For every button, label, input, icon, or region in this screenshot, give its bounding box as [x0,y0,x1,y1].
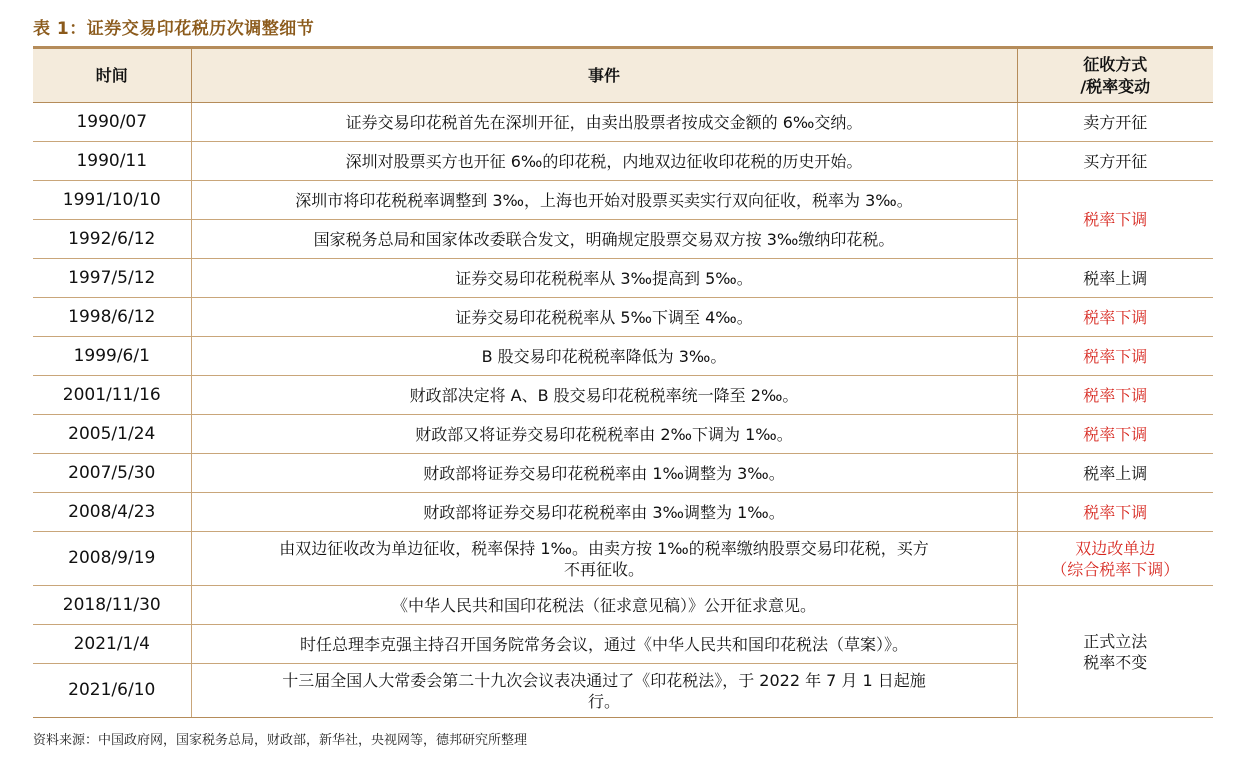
event-line1: 由双边征收改为单边征收，税率保持 1‰。由卖方按 1‰的税率缴纳股票交易印花税，买方 [279,538,929,558]
event-cell: 证券交易印花税首先在深圳开征，由卖出股票者按成交金额的 6‰交纳。 [191,103,1017,142]
event-cell: 财政部将证券交易印花税税率由 1‰调整为 3‰。 [191,454,1017,493]
table-row [33,337,1213,376]
method-cell: 税率上调 [1017,259,1213,298]
time-cell: 1997/5/12 [33,259,191,298]
method-line1: 正式立法 [1083,631,1148,651]
event-line2: 行。 [587,691,620,711]
method-cell: 买方开征 [1017,142,1213,181]
table-row [33,415,1213,454]
event-cell [191,532,1017,586]
table-row [33,298,1213,337]
table-row [33,376,1213,415]
header-method [1017,48,1213,103]
time-cell: 2008/9/19 [33,532,191,586]
time-cell: 1999/6/1 [33,337,191,376]
method-line2: （综合税率下调） [1051,559,1180,579]
event-cell: 财政部将证券交易印花税税率由 3‰调整为 1‰。 [191,493,1017,532]
time-cell: 1998/6/12 [33,298,191,337]
time-cell: 2007/5/30 [33,454,191,493]
method-cell [1017,586,1213,718]
event-cell: 深圳市将印花税税率调整到 3‰，上海也开始对股票买卖实行双向征收，税率为 3‰。 [191,181,1017,220]
event-cell: 《中华人民共和国印花税法（征求意见稿）》公开征求意见。 [191,586,1017,625]
event-line1: 十三届全国人大常委会第二十九次会议表决通过了《印花税法》，于 2022 年 7 月 1 日起施 [282,670,926,690]
stamp-tax-table [33,46,1213,718]
method-cell [1017,532,1213,586]
time-cell: 1991/10/10 [33,181,191,220]
event-cell: 财政部决定将 A、B 股交易印花税税率统一降至 2‰。 [191,376,1017,415]
table-row [33,454,1213,493]
method-line1: 双边改单边 [1075,538,1156,558]
header-event: 事件 [191,48,1017,103]
method-cell: 税率上调 [1017,454,1213,493]
method-cell: 卖方开征 [1017,103,1213,142]
time-cell: 2021/6/10 [33,664,191,718]
event-cell [191,664,1017,718]
table-title: 表 1：证券交易印花税历次调整细节 [33,19,315,39]
time-cell: 1990/11 [33,142,191,181]
method-cell: 税率下调 [1017,298,1213,337]
table-row [33,259,1213,298]
method-cell: 税率下调 [1017,376,1213,415]
event-cell: 证券交易印花税税率从 3‰提高到 5‰。 [191,259,1017,298]
header-method-line1: 征收方式 [1083,54,1148,74]
event-cell: 证券交易印花税税率从 5‰下调至 4‰。 [191,298,1017,337]
source-note: 资料来源：中国政府网，国家税务总局，财政部，新华社，央视网等，德邦研究所整理 [33,733,528,748]
time-cell: 2021/1/4 [33,625,191,664]
method-line2: 税率不变 [1083,652,1148,672]
table-row [33,586,1213,625]
time-cell: 2005/1/24 [33,415,191,454]
header-method-line2: /税率变动 [1080,76,1151,96]
time-cell: 1990/07 [33,103,191,142]
table-row [33,181,1213,220]
time-cell: 2008/4/23 [33,493,191,532]
event-line2: 不再征收。 [563,559,644,579]
header-time: 时间 [33,48,191,103]
event-cell: 财政部又将证券交易印花税税率由 2‰下调为 1‰。 [191,415,1017,454]
table-row [33,142,1213,181]
method-cell: 税率下调 [1017,415,1213,454]
table-row [33,103,1213,142]
event-cell: 时任总理李克强主持召开国务院常务会议，通过《中华人民共和国印花税法（草案）》。 [191,625,1017,664]
table-row [33,532,1213,586]
method-cell: 税率下调 [1017,493,1213,532]
method-cell: 税率下调 [1017,337,1213,376]
event-cell: 深圳对股票买方也开征 6‰的印花税，内地双边征收印花税的历史开始。 [191,142,1017,181]
time-cell: 1992/6/12 [33,220,191,259]
time-cell: 2001/11/16 [33,376,191,415]
event-cell: B 股交易印花税税率降低为 3‰。 [191,337,1017,376]
method-cell: 税率下调 [1017,181,1213,259]
table-row [33,493,1213,532]
time-cell: 2018/11/30 [33,586,191,625]
header-row [33,48,1213,103]
event-cell: 国家税务总局和国家体改委联合发文，明确规定股票交易双方按 3‰缴纳印花税。 [191,220,1017,259]
